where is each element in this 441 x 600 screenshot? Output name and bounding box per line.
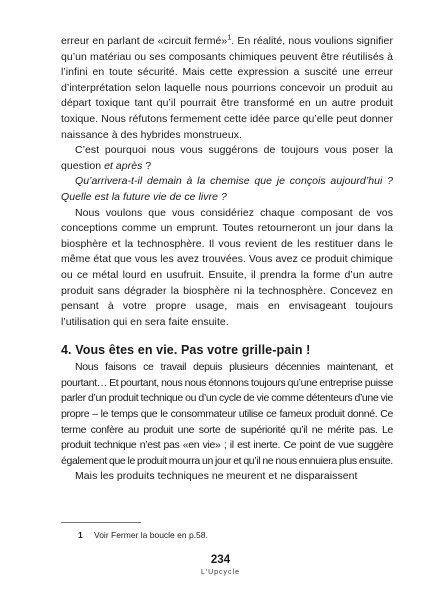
main-text-column: [61, 34, 393, 485]
footnote-number: 1: [78, 530, 83, 540]
paragraph-text: C’est pourquoi nous vous suggérons de toujours vous poser la question: [61, 144, 393, 172]
footnote-divider: [61, 522, 141, 523]
running-title: L’Upcycle: [201, 569, 240, 576]
footnote-text: Voir Fermer la boucle en p.58.: [94, 530, 208, 540]
paragraph-grille-pain: Nous faisons ce travail depuis plusieurs décennies maintenant, et pourtant… Et pourtant, nous nous étonnons toujours qu’une entreprise puisse parler d’un produit technique ou d’un cycle de vie comme détenteurs d’une vie propre – le temps que le consommateur utilise ce fameux produit donné. Ce terme confère au produit une sorte de supériorité qu’il ne mérite pas. Le produit technique n’est pas «en vie» ; il est inerte. Ce point de vue suggère également que le produit mourra un jour et qu’il ne nous ennuiera plus ensuite.: [61, 361, 393, 467]
emphasis-text: et après: [104, 159, 143, 172]
paragraph-circuit-ferme: [61, 34, 393, 143]
footnote-reference[interactable]: 1: [227, 34, 232, 42]
section-heading: 4. Vous êtes en vie. Pas votre grille-pain !: [61, 343, 311, 358]
paragraph-text: . En réalité, nous voulions signifier qu’un matériau ou ses composants chimiques peuvent être réutilisés à l’infini en toute sécurité. Mais cette expression a suscité une erreur d’interprétation selon laquelle nous pourrions concevoir un produit au départ toxique tant qu’il pourrait être transformé en un autre produit toxique. Nous réfutons fermement cette idée parce qu’elle peut donner naissance à des hybrides monstrueux.: [61, 35, 393, 141]
page-number: 234: [210, 554, 231, 566]
paragraph-question: [61, 143, 393, 174]
paragraph-continuation: Mais les produits techniques ne meurent et ne disparaissent: [75, 470, 358, 483]
paragraph-emprunt: Nous voulons que vous considériez chaque composant de vos conceptions comme un emprunt. Toutes retourneront un jour dans la biosphère et la technosphère. Il vous revient de les restituer dans le même état que vous les avez trouvées. Vous avez ce produit chimique ou ce métal lourd en usufruit. Ensuite, il prendra la forme d’un autre produit sans dégrader la biosphère ni la technosphère. Concevez en pensant à votre propre usage, mais en envisageant toujours l’utilisation qui en sera faite ensuite.: [61, 206, 393, 328]
footnote: [78, 530, 208, 541]
paragraph-text: ?: [142, 159, 152, 172]
paragraph-italic-questions: Qu’arrivera-t-il demain à la chemise que je conçois aujourd’hui ? Quelle est la future vie de ce livre ?: [61, 175, 393, 203]
paragraph-text: erreur en parlant de «circuit fermé»: [61, 35, 228, 47]
